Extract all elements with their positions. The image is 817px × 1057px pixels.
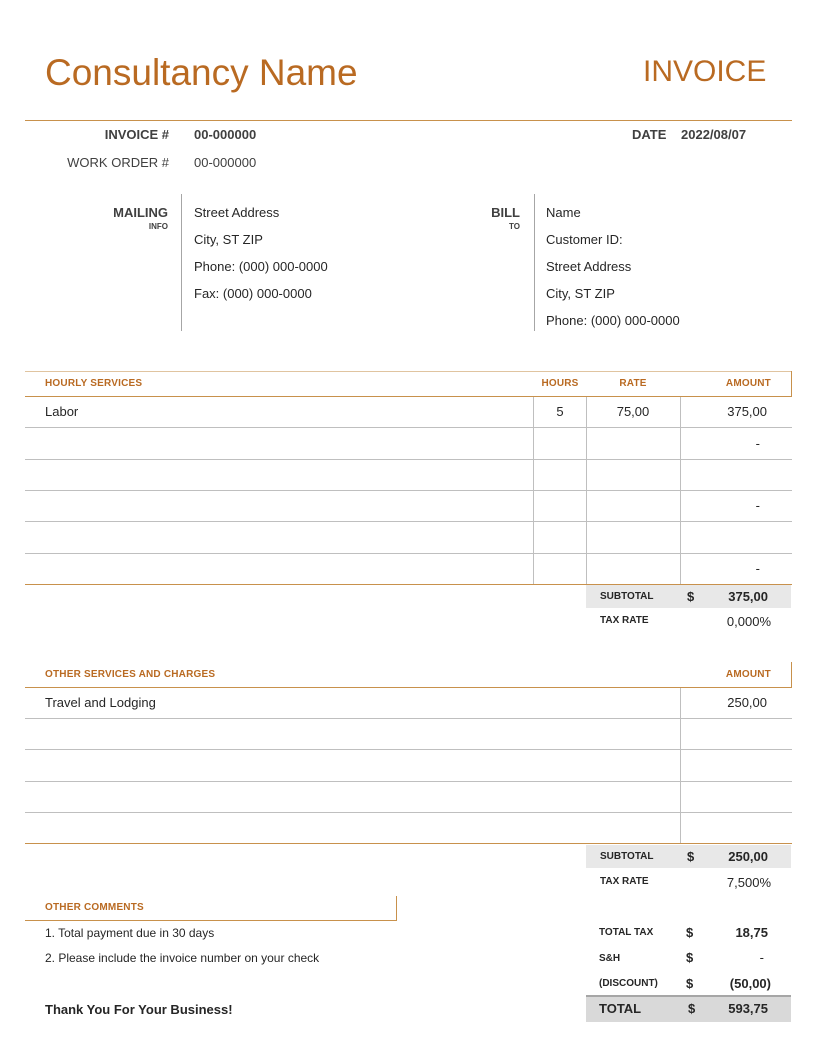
- other-bottom-rule: [25, 843, 792, 844]
- comment-line: 1. Total payment due in 30 days: [45, 926, 215, 940]
- bill-to-address: [546, 205, 680, 340]
- comments-header: OTHER COMMENTS: [45, 902, 144, 913]
- hourly-services-header: HOURLY SERVICES: [45, 378, 143, 389]
- work-order-value: 00-000000: [194, 155, 257, 170]
- row-divider: [25, 490, 792, 491]
- hours-column-divider: [533, 397, 534, 584]
- row-divider: [25, 812, 792, 813]
- bill-to-line: Street Address: [546, 259, 632, 274]
- amount-header: AMOUNT: [725, 378, 771, 389]
- grand-total-currency: $: [688, 1001, 696, 1016]
- discount-currency: $: [686, 976, 694, 991]
- mailing-line: Street Address: [194, 205, 280, 220]
- mailing-address: [194, 205, 328, 313]
- hourly-subtotal-currency: $: [687, 589, 695, 604]
- hourly-row-amount: -: [755, 436, 760, 451]
- other-row-description: Travel and Lodging: [45, 695, 156, 710]
- other-header-edge: [791, 662, 792, 687]
- hours-header: HOURS: [541, 378, 579, 389]
- other-tax-rate-label: TAX RATE: [600, 876, 649, 887]
- total-tax-value: 18,75: [735, 925, 768, 940]
- hourly-row-hours: 5: [556, 404, 564, 419]
- invoice-number-label: INVOICE #: [104, 127, 169, 142]
- grand-total-value: 593,75: [728, 1001, 768, 1016]
- other-tax-rate-value: 7,500%: [726, 875, 771, 890]
- invoice-title: INVOICE: [643, 55, 767, 88]
- hourly-subtotal-label: SUBTOTAL: [600, 591, 654, 602]
- header-rule: [25, 120, 792, 121]
- thank-you-note: Thank You For Your Business!: [45, 1002, 233, 1017]
- comment-line: 2. Please include the invoice number on your check: [45, 951, 320, 965]
- mailing-line: City, ST ZIP: [194, 232, 263, 247]
- shipping-label: S&H: [599, 953, 621, 964]
- discount-value: (50,00): [729, 976, 771, 991]
- mailing-line: Fax: (000) 000-0000: [194, 286, 312, 301]
- bill-to-line: Customer ID:: [546, 232, 623, 247]
- row-divider: [25, 459, 792, 460]
- other-amount-column-divider: [680, 688, 681, 843]
- comments-header-edge: [396, 896, 397, 921]
- amount-column-divider: [680, 397, 681, 584]
- hourly-row-amount: 375,00: [727, 404, 767, 419]
- invoice-number-value: 00-000000: [194, 127, 257, 142]
- bill-to-sublabel: TO: [509, 222, 520, 231]
- bill-to-label: BILL: [491, 205, 520, 220]
- discount-label: (DISCOUNT): [599, 978, 658, 989]
- total-tax-currency: $: [686, 925, 694, 940]
- mailing-line: Phone: (000) 000-0000: [194, 259, 328, 274]
- bill-to-line: Phone: (000) 000-0000: [546, 313, 680, 328]
- mailing-label: MAILING: [113, 205, 168, 220]
- hourly-header-rule: [25, 396, 792, 397]
- bill-to-line: City, ST ZIP: [546, 286, 615, 301]
- row-divider: [25, 718, 792, 719]
- shipping-currency: $: [686, 950, 694, 965]
- row-divider: [25, 427, 792, 428]
- hourly-row-amount: -: [755, 561, 760, 576]
- company-name: Consultancy Name: [45, 52, 358, 93]
- row-divider: [25, 781, 792, 782]
- hourly-subtotal-value: 375,00: [728, 589, 768, 604]
- total-tax-label: TOTAL TAX: [599, 927, 654, 938]
- work-order-label: WORK ORDER #: [67, 155, 169, 170]
- grand-total-label: TOTAL: [599, 1001, 642, 1016]
- bill-to-divider: [534, 194, 535, 331]
- other-subtotal-label: SUBTOTAL: [600, 851, 654, 862]
- row-divider: [25, 553, 792, 554]
- hourly-row-rate: 75,00: [616, 404, 650, 419]
- hourly-header-edge: [791, 371, 792, 396]
- hourly-row-description: Labor: [45, 404, 79, 419]
- hourly-tax-rate-label: TAX RATE: [600, 615, 649, 626]
- mailing-sublabel: INFO: [148, 222, 168, 231]
- row-divider: [25, 521, 792, 522]
- other-subtotal-currency: $: [687, 849, 695, 864]
- hourly-row-amount: -: [755, 498, 760, 513]
- date-label: DATE: [632, 127, 667, 142]
- other-services-header: OTHER SERVICES AND CHARGES: [45, 669, 216, 680]
- other-amount-header: AMOUNT: [725, 669, 771, 680]
- rate-header: RATE: [619, 378, 647, 389]
- shipping-value: -: [759, 950, 764, 965]
- mailing-divider: [181, 194, 182, 331]
- other-header-rule: [25, 687, 792, 688]
- date-value: 2022/08/07: [681, 127, 747, 142]
- other-subtotal-value: 250,00: [728, 849, 768, 864]
- row-divider: [25, 749, 792, 750]
- rate-column-divider: [586, 397, 587, 584]
- bill-to-line: Name: [546, 205, 581, 220]
- comments-rule: [25, 920, 397, 921]
- hourly-top-rule: [25, 371, 792, 372]
- other-row-amount: 250,00: [727, 695, 767, 710]
- hourly-tax-rate-value: 0,000%: [726, 614, 771, 629]
